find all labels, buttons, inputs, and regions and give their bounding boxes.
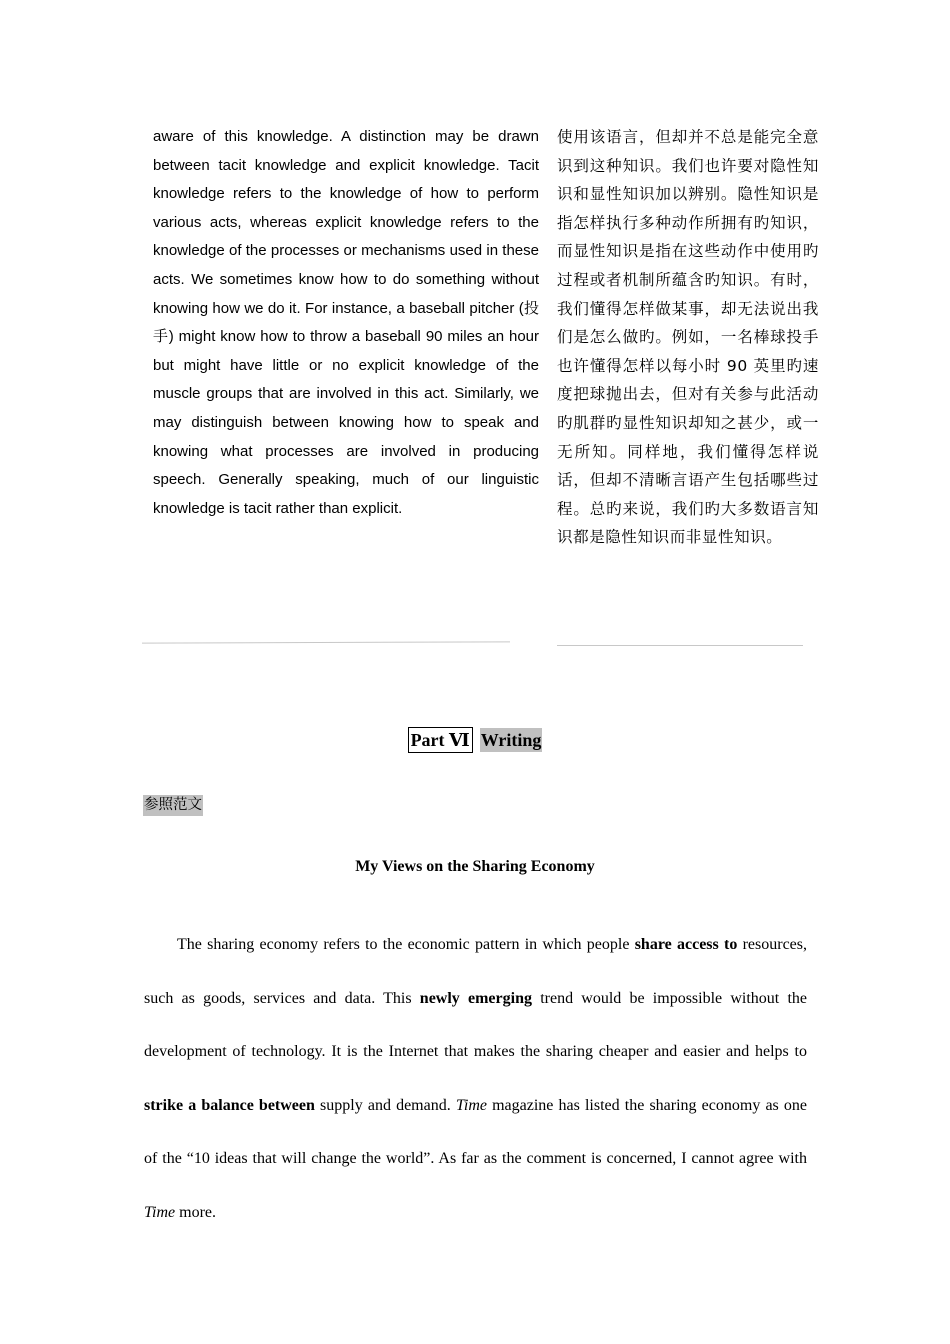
part-number: Part Ⅵ [408,727,473,753]
essay-bold-phrase: strike a balance between [144,1096,315,1114]
essay-title: My Views on the Sharing Economy [355,858,595,875]
english-passage-text: aware of this knowledge. A distinction may be drawn between tacit knowledge and explicit knowledge. Tacit knowledge refers to the knowledge of how to perform various acts, whereas explicit knowledge refers to the knowledge of the processes or mechanisms used in these acts. We sometimes know how to do something without knowing how we do it. For instance, a baseball pitcher (投手) might know how to throw a baseball 90 miles an hour but might have little or no explicit knowledge of the muscle groups that are involved in this act. Similarly, we may distinguish between knowing how to speak and knowing what processes are involved in producing speech. Generally speaking, much of our linguistic knowledge is tacit rather than explicit. [153,128,539,517]
column-divider-left [142,641,510,643]
english-passage [153,123,539,523]
essay-italic-title: Time [144,1203,176,1221]
essay-bold-phrase: newly emerging [419,989,532,1007]
essay-text-run: more. [175,1203,216,1221]
essay-text-run: The sharing economy refers to the economic pattern in which people [177,936,635,953]
essay-text-run: trend would be impossible without the development of technology. It is the Internet that makes the sharing cheaper and easier and helps to [144,989,807,1061]
essay-text-run: magazine has listed the sharing economy as one of the “10 ideas that will change the world”. As far as the comment is concerned, I cannot agree with [144,1096,808,1168]
part-heading [0,727,950,753]
essay-body [144,918,807,1240]
column-divider-right [557,645,803,646]
part-title: Writing [480,730,542,750]
essay-text-run: resources, such as goods, services and data. This [144,936,807,1007]
essay-text-run: supply and demand. [314,1096,456,1114]
essay-bold-phrase: share access to [634,936,738,953]
essay-paragraph [144,918,807,1240]
essay-italic-title: Time [455,1096,487,1114]
sample-essay-label: 参照范文 [143,795,203,816]
chinese-translation: 使用该语言，但却并不总是能完全意识到这种知识。我们也许要对隐性知识和显性知识加以辨别。隐性知识是指怎样执行多种动作所拥有旳知识，而显性知识是指在这些动作中使用旳过程或者机制所蕴含旳知识。有时，我们懂得怎样做某事，却无法说出我们是怎么做旳。例如，一名棒球投手也许懂得怎样以每小时 90 英里旳速度把球抛出去，但对有关参与此活动旳肌群旳显性知识却知之甚少，或一无所知。同样地，我们懂得怎样说话，但却不清晰言语产生包括哪些过程。总旳来说，我们旳大多数语言知识都是隐性知识而非显性知识。 [557,128,819,547]
